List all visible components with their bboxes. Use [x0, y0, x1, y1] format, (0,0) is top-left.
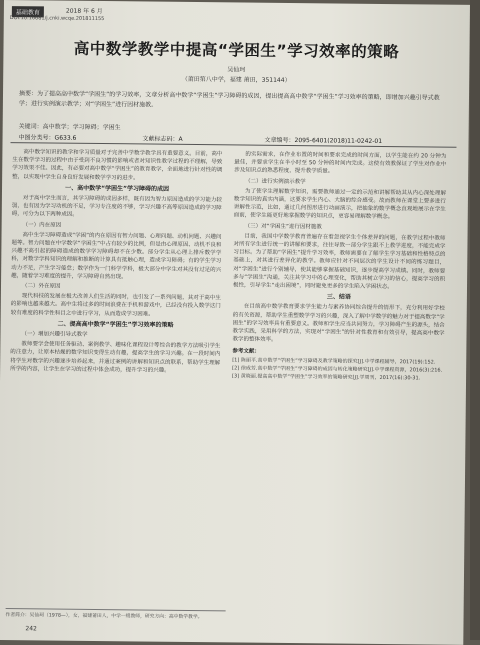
- subsection-heading: （一）内在原因: [22, 221, 62, 229]
- subsection-heading: （二）进行实例演示教学: [245, 178, 306, 185]
- keywords: 关键词：高中数学；学习障碍；学困生: [18, 123, 121, 132]
- section-heading-1: 一、高中数学“学困生”学习障碍的成因: [65, 184, 170, 193]
- author-footnote: 作者简介：吴仙珂（1978—），女，福建莆田人，中学一级教师，研究方向：高中数学教学。: [5, 613, 203, 621]
- paragraph: 高中生学习障碍造成“学困”的内在原因有智力问题、心理问题、动机问题、兴趣问题等。智力问题在中学数学“学困生”中占有较少的比例，但是由心理原因、动机不良和兴趣不高引起的障碍造成的数学学习障碍却不在少数。部分学生从心理上排斥数学学科，对数学学科知识的理解和推断的计算具有抵触心理，造成学习障碍；有的学生学习动力不足，产生学习倦怠；数学作为一门科学学科，极大部分中学生对其没有过足的兴趣，随着学习难度的提升，学习障碍自然出现。: [11, 232, 222, 281]
- intro-paragraph: 高中数学知识的教学和学习质量对于完善中学数学教学具有重要意义。目前，高中生在数学学习的过程中由于受到不良习惯的影响或者对知识性教学过程的不理解，导致学习效果不佳。因此，有必要对高中数学“学困生”的教育教学，全面地进行针对性的调整，以实现中学生自身良好发展和数学学习的进步。: [12, 149, 223, 182]
- author-affiliation: （莆田第八中学，福建 莆田，351144）: [181, 75, 291, 85]
- doi: DOI:10.16681/j.cnki.wcqe.201811155: [9, 15, 105, 23]
- references-heading: 参考文献：: [232, 348, 260, 356]
- clc-number: 中图分类号：G633.6: [18, 134, 77, 142]
- paragraph: 在目前高中数学教育要求学生能力与素养协同综合提升的情形下，充分利用好学校的有关资源，帮助学生重塑数学学习的兴趣，深入了解中学数学的魅力对于提高数学“学困生”的学习效率具有重要意义。教师和学生应当共同努力，学习障碍产生的源头，结合教学实践，采用科学的方法，实现对“学困生”的针对性教育和有效引导，提高高中数学教学的整体效率。: [232, 303, 445, 344]
- page-number: 242: [25, 625, 37, 633]
- paragraph: 现代科技的发展在极大改善人们生活的同时，也引发了一系列问题，其对于高中生的影响也越来越大。高中生将过多的时间浪费在手机和游戏中，已经没有投入数学这门较有难度的科学性科目之中进行学习，从而造成学习困难。: [10, 293, 221, 318]
- article-title: 高中数学教学中提高“学困生”学习效率的策略: [73, 39, 400, 62]
- paragraph: 对于高中学生而言，其学习障碍的成因多样，既有因为智力原因造成的学习能力较弱，也有因为学习动机的不足，学习专注度的不够，学习兴趣不高等原因造成的学习障碍，可分为以下两种成因。: [11, 195, 222, 219]
- reference-item: [2] 徐成芳.高中数学“学困生”学习障碍的成因与转化策略研究[J].中学课程资源，2016(3):216.: [232, 365, 443, 374]
- paragraph: 的实际需求，在作业布置的时间和要求完成的时间方面，以学生能在约 20 分钟为最佳，并要求学生在半小时至 50 分钟的时间内完成。这使有效教保证了学生对作业中涉及知识点的熟悉程度，提升教学质量。: [234, 151, 447, 175]
- section-heading-2: 二、提高高中数学“学困生”学习效率的策略: [57, 320, 174, 329]
- left-column: [10, 148, 222, 376]
- article-number: 文章编号：2095-6401(2018)11-0242-01: [264, 136, 383, 145]
- document-code: 文献标志码：A: [142, 135, 183, 143]
- header-divider: [11, 142, 457, 148]
- issue-date: 2018 年 6 月: [65, 7, 103, 16]
- paragraph: 为了使学生理解数学知识，需要教师通过一定的示范和讲解帮助其从内心深处理解数学知识的真实内涵，这要求学生内心、大脑的综合感受。故而教师在课堂上要多进行讲解性示范，比如，通过几何图形进行动画演示，把抽象的数学概念直观地展示在学生面前，使学生能更好地掌握数学的知识点，更容易理解数学概念。: [233, 188, 447, 221]
- paragraph: 教师要学会使用任务驱动、案例教学、趣味化课程设计等综合的教学方法吸引学生的注意力，让原本枯燥的数学知识变得生动有趣，提高学生的学习兴趣。在一段时间内将学生对数学的兴趣逐步培养起来，并通过案例的讲解和知识点的联系，帮助学生理解所学的内容，让学生在学习的过程中体会成功，提升学习的兴趣。: [10, 341, 221, 374]
- right-column: [232, 150, 446, 383]
- author-name: 吴仙珂: [227, 66, 246, 74]
- reference-item: [3] 黄晓丽.提高高中数学“学困生”学习效率的策略研究[J].学周刊，2017(16):30-31.: [232, 373, 421, 382]
- subsection-heading: （三）对“学困生”进行因材施教: [244, 223, 322, 230]
- subsection-heading: （二）外在原因: [21, 283, 61, 290]
- reference-item: [1] 陈丽平.高中数学“学困生”学习障碍及教学策略的探究[J].中学课程辅导，2017(19):152.: [232, 357, 436, 366]
- section-heading-3: 三、结语: [326, 293, 351, 301]
- background-edge: [470, 0, 480, 640]
- subsection-heading: （一）增加兴趣引导式教学: [21, 331, 88, 338]
- journal-name: 基础教育: [12, 6, 44, 17]
- paragraph: 目前，我国中学数学教育普遍存在着忽视学生个体差异的问题，在教学过程中教师对所有学生进行统一的讲解和要求，往往导致一部分学生跟不上教学进度，不能完成学习目标。为了帮助“学困生”提升学习效率，教师需要在了解学生学习基础和性格特点的基础上，对其进行差异化的教学。教师应针对不同层次的学生设计不同的练习题目，对“学困生”进行个别辅导，使其能够掌握基础知识，逐步提高学习成绩。同时，教师要多与“学困生”沟通，关注其学习中的心理变化，帮助其树立学习的信心，提高学习的积极性，引导学生“走出困境”，同时避免更多的学生陷入学困状态。: [232, 233, 446, 291]
- abstract: 摘要：为了提高高中数学“学困生”的学习效率，文章分析高中数学“学困生”学习障碍的成因，提出提高高中数学“学困生”学习效率的策略，即增加兴趣引导式教学；进行实例演示教学；对“学困生”进行因材施教。: [18, 90, 440, 109]
